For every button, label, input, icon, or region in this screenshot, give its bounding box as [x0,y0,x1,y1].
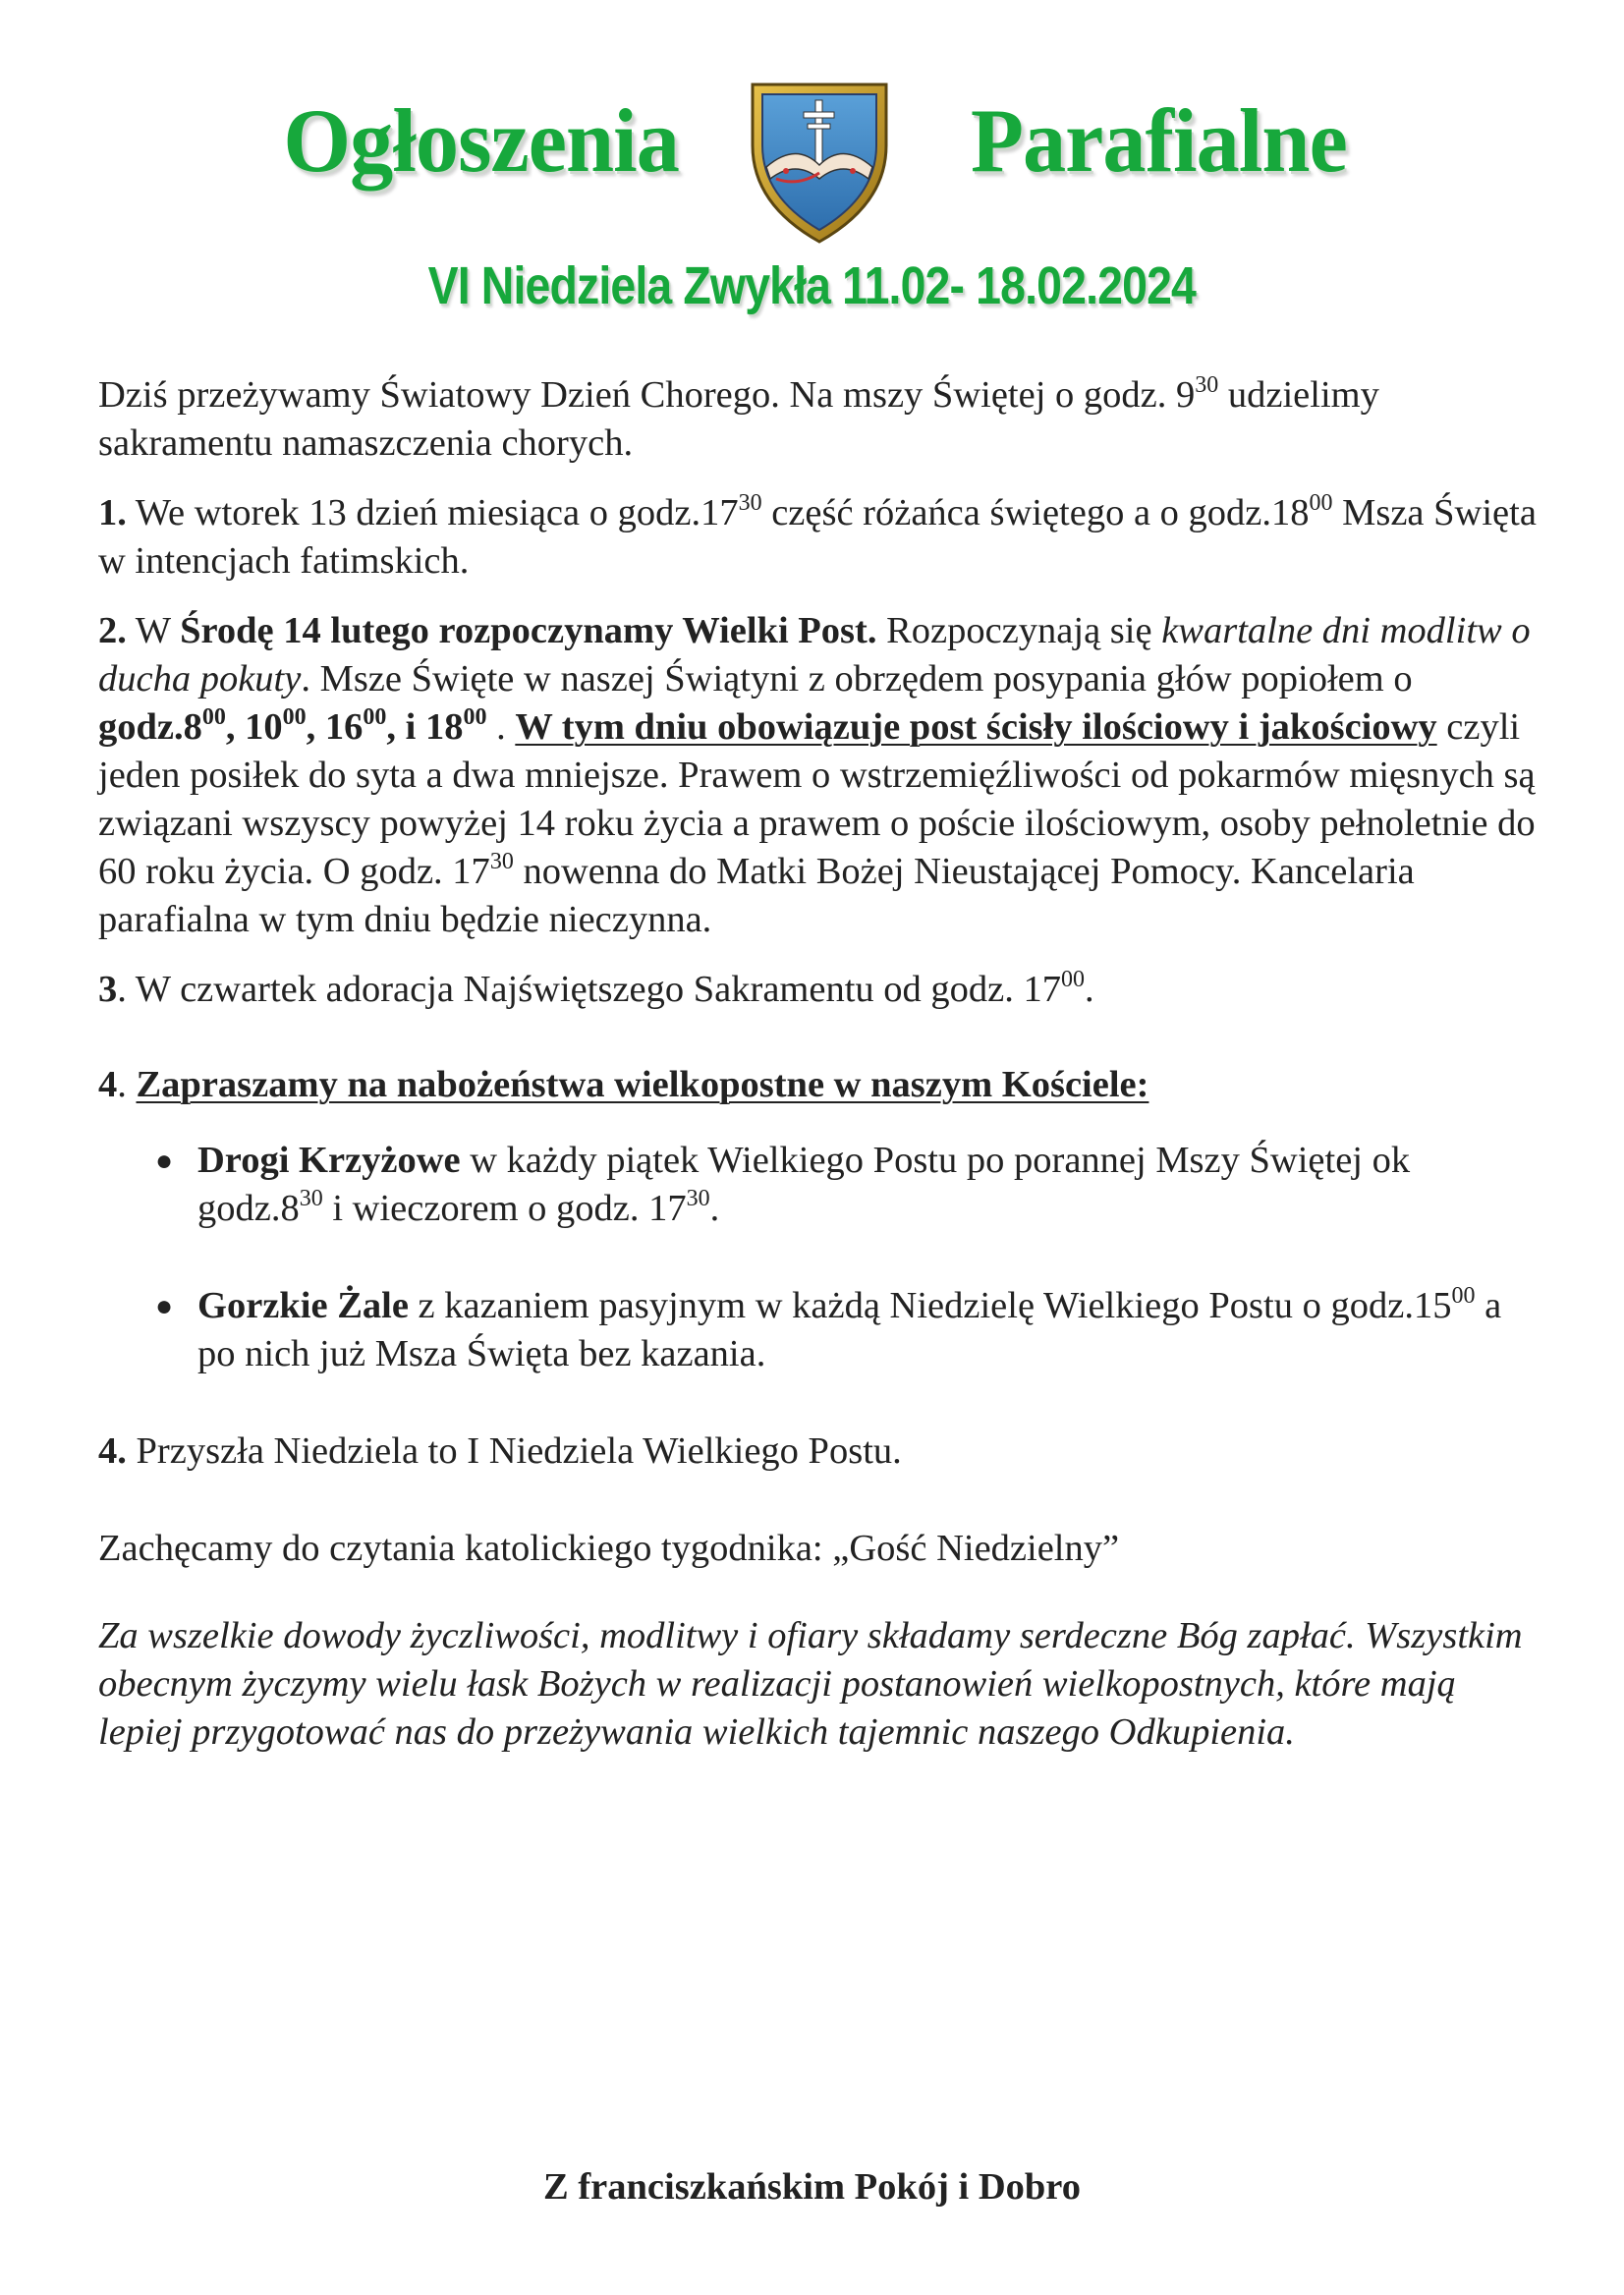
bullet-icon: ● [155,1290,174,1322]
ash-mass-times [98,706,486,748]
franciscan-shield-icon [747,77,892,246]
item-text: czyli jeden posiłek do syta a dwa mniejsze. Prawem o wstrzemięźliwości od pokarmów mięsnych są związani wszyscy powyżej 14 roku życia a prawem o poście ilościowym, osoby pełnoletnie do 60 roku życia. O godz. 17 [98,706,1536,892]
service-name: Gorzkie Żale [197,1285,409,1326]
item-number: 3 [98,969,118,1010]
time-superscript: 00 [1451,1283,1476,1309]
list-item [98,1137,1542,1233]
list-item [98,1282,1542,1378]
fasting-rule-underlined: W tym dniu obowiązuje post ścisły ilościowy i jakościowy [515,706,1437,748]
subtitle-text: VI Niedziela Zwykła 11.02- 18.02.2024 [427,256,1197,315]
item-text: nowenna do Matki Bożej Nieustającej Pomocy. Kancelaria parafialna w tym dniu będzie nieczynna. [98,851,1415,940]
item-text: . Msze Święte w naszej Świątyni z obrzędem posypania głów popiołem o [301,658,1413,700]
announcement-5 [98,1427,1542,1476]
title-left: Ogłoszenia [283,90,679,191]
announcement-4 [98,1061,1542,1109]
item-text: część różańca świętego a o godz.18 [761,492,1310,533]
time-superscript: 00 [1060,967,1085,992]
header [0,77,1624,273]
announcements-body [98,371,1542,1778]
intro-text: udzielimy sakramentu namaszczenia chorych. [98,374,1379,464]
time: , 16 [306,706,364,748]
item-text: We wtorek 13 dzień miesiąca o godz.17 [126,492,739,533]
time-superscript: 00 [1309,490,1333,516]
announcement-1 [98,489,1542,586]
item-text: Przyszła Niedziela to I Niedziela Wielkiego Postu. [126,1430,902,1472]
signoff: Z franciszkańskim Pokój i Dobro [543,2166,1081,2208]
time-superscript: 30 [489,849,514,874]
subtitle [0,255,1624,316]
announcement-2 [98,607,1542,944]
title-right: Parafialne [970,90,1347,191]
time-superscript: 00 [282,704,307,730]
time-superscript: 30 [686,1186,710,1211]
ember-days-italic: kwartalne dni modlitw o ducha pokuty [98,610,1531,700]
item-text: . [486,706,516,748]
item-text: i wieczorem o godz. 17 [322,1188,687,1229]
item-number: 2. [98,610,127,651]
item-text: W [126,610,181,651]
lent-start-bold: Środę 14 lutego rozpoczynamy Wielki Post. [180,610,877,651]
announcement-3 [98,966,1542,1014]
item-text: a po nich już Msza Święta bez kazania. [197,1285,1502,1374]
time-superscript: 30 [738,490,762,516]
item-text: . [709,1188,720,1229]
time: , 10 [225,706,283,748]
item-number: 4. [98,1430,127,1472]
closing-paragraph: Za wszelkie dowody życzliwości, modlitwy i ofiary składamy serdeczne Bóg zapłać. Wszystkim obecnym życzymy wielu łask Bożych w realizacji postanowień wielkopostnych, które mają lepiej przygotować nas do przeżywania wielkich tajemnic naszego Odkupienia. [98,1615,1523,1753]
bullet-icon: ● [155,1145,174,1177]
time-superscript: 00 [463,704,487,730]
time-superscript: 30 [299,1186,323,1211]
item-text: . [1084,969,1094,1010]
item-text: . [117,1064,137,1105]
item-text: Rozpoczynają się [876,610,1162,651]
service-name: Drogi Krzyżowe [197,1140,461,1181]
reading-recommendation: Zachęcamy do czytania katolickiego tygodnika: „Gość Niedzielny” [98,1528,1120,1569]
time: godz.8 [98,706,202,748]
item-number: 1. [98,492,127,533]
item-text: Msza Święta w intencjach fatimskich. [98,492,1537,582]
time-superscript: 00 [363,704,387,730]
intro-paragraph [98,371,1542,468]
time-superscript: 00 [201,704,226,730]
intro-text: Dziś przeżywamy Światowy Dzień Chorego. Na mszy Świętej o godz. 9 [98,374,1196,416]
item-text: . W czwartek adoracja Najświętszego Sakramentu od godz. 17 [117,969,1061,1010]
time: , i 18 [386,706,464,748]
item-text: w każdy piątek Wielkiego Postu po porannej Mszy Świętej ok godz.8 [197,1140,1411,1229]
time-superscript: 30 [1195,372,1219,398]
lent-services-heading: Zapraszamy na nabożeństwa wielkopostne w naszym Kościele: [136,1064,1149,1105]
item-number: 4 [98,1064,118,1105]
item-text: z kazaniem pasyjnym w każdą Niedzielę Wielkiego Postu o godz.15 [408,1285,1452,1326]
lent-services-list [98,1137,1542,1378]
